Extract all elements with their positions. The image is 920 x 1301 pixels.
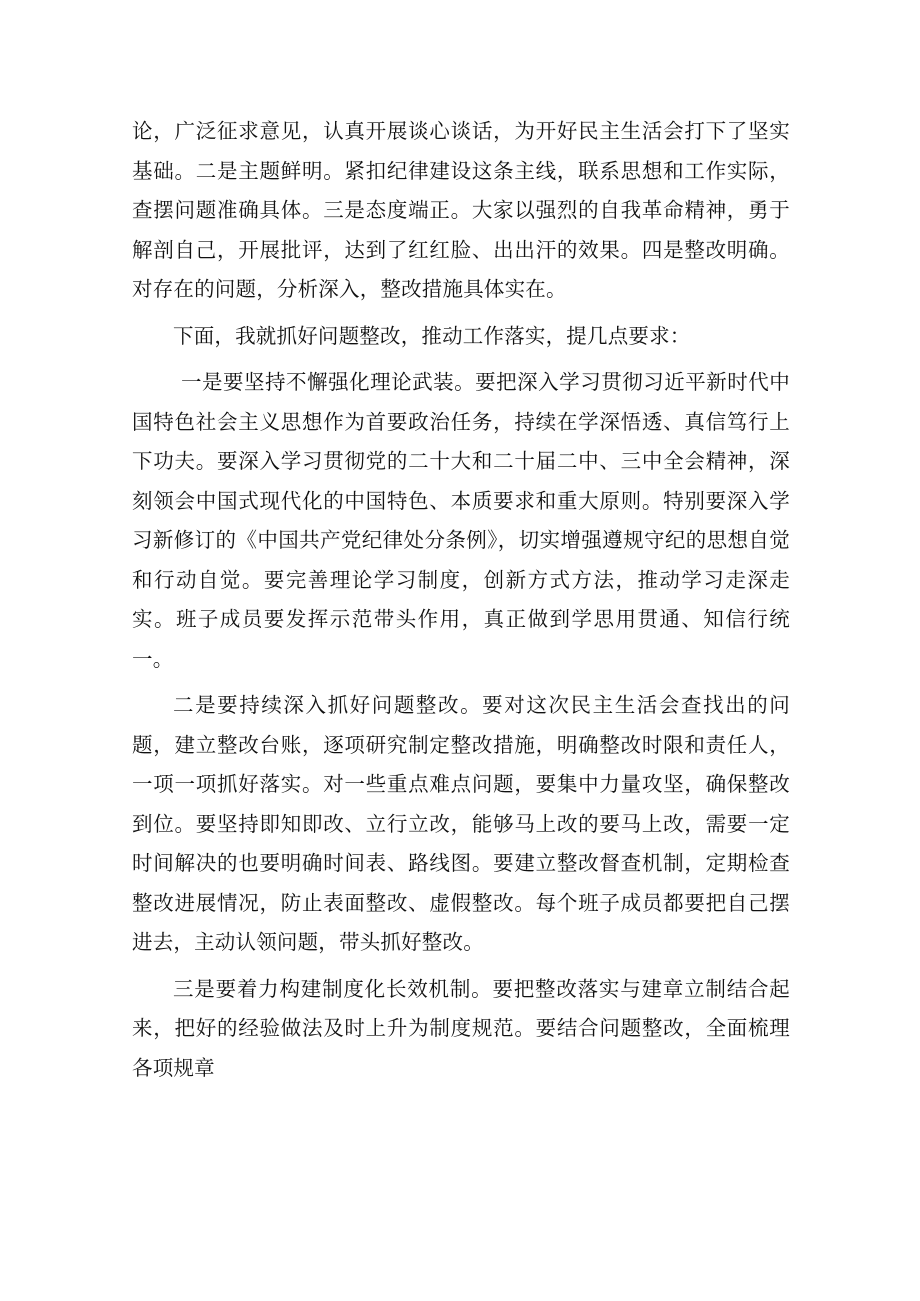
paragraph-requirement-2: 二是要持续深入抓好问题整改。要对这次民主生活会查找出的问题，建立整改台账，逐项研究制定整改措施，明确整改时限和责任人，一项一项抓好落实。对一些重点难点问题，要集中力量攻坚，确保整改到位。要坚持即知即改、立行立改，能够马上改的要马上改，需要一定时间解决的也要明确时间表、路线图。要建立整改督查机制，定期检查整改进展情况，防止表面整改、虚假整改。每个班子成员都要把自己摆进去，主动认领问题，带头抓好整改。 — [132, 693, 790, 954]
paragraph-intro-requirements: 下面，我就抓好问题整改，推动工作落实，提几点要求： — [173, 323, 691, 348]
document-body — [132, 112, 790, 1095]
paragraph-requirement-3: 三是要着力构建制度化长效机制。要把整改落实与建章立制结合起来，把好的经验做法及时上升为制度规范。要结合问题整改，全面梳理各项规章 — [132, 976, 790, 1080]
paragraph-requirement-1: 一是要坚持不懈强化理论武装。要把深入学习贯彻习近平新时代中国特色社会主义思想作为首要政治任务，持续在学深悟透、真信笃行上下功夫。要深入学习贯彻党的二十大和二十届二中、三中全会精神，深刻领会中国式现代化的中国特色、本质要求和重大原则。特别要深入学习新修订的《中国共产党纪律处分条例》，切实增强遵规守纪的思想自觉和行动自觉。要完善理论学习制度，创新方式方法，推动学习走深走实。班子成员要发挥示范带头作用，真正做到学思用贯通、知信行统一。 — [132, 370, 790, 671]
paragraph-continuation: 论，广泛征求意见，认真开展谈心谈话，为开好民主生活会打下了坚实基础。二是主题鲜明。紧扣纪律建设这条主线，联系思想和工作实际，查摆问题准确具体。三是态度端正。大家以强烈的自我革命精神，勇于解剖自己，开展批评，达到了红红脸、出出汗的效果。四是整改明确。对存在的问题，分析深入，整改措施具体实在。 — [132, 119, 790, 301]
